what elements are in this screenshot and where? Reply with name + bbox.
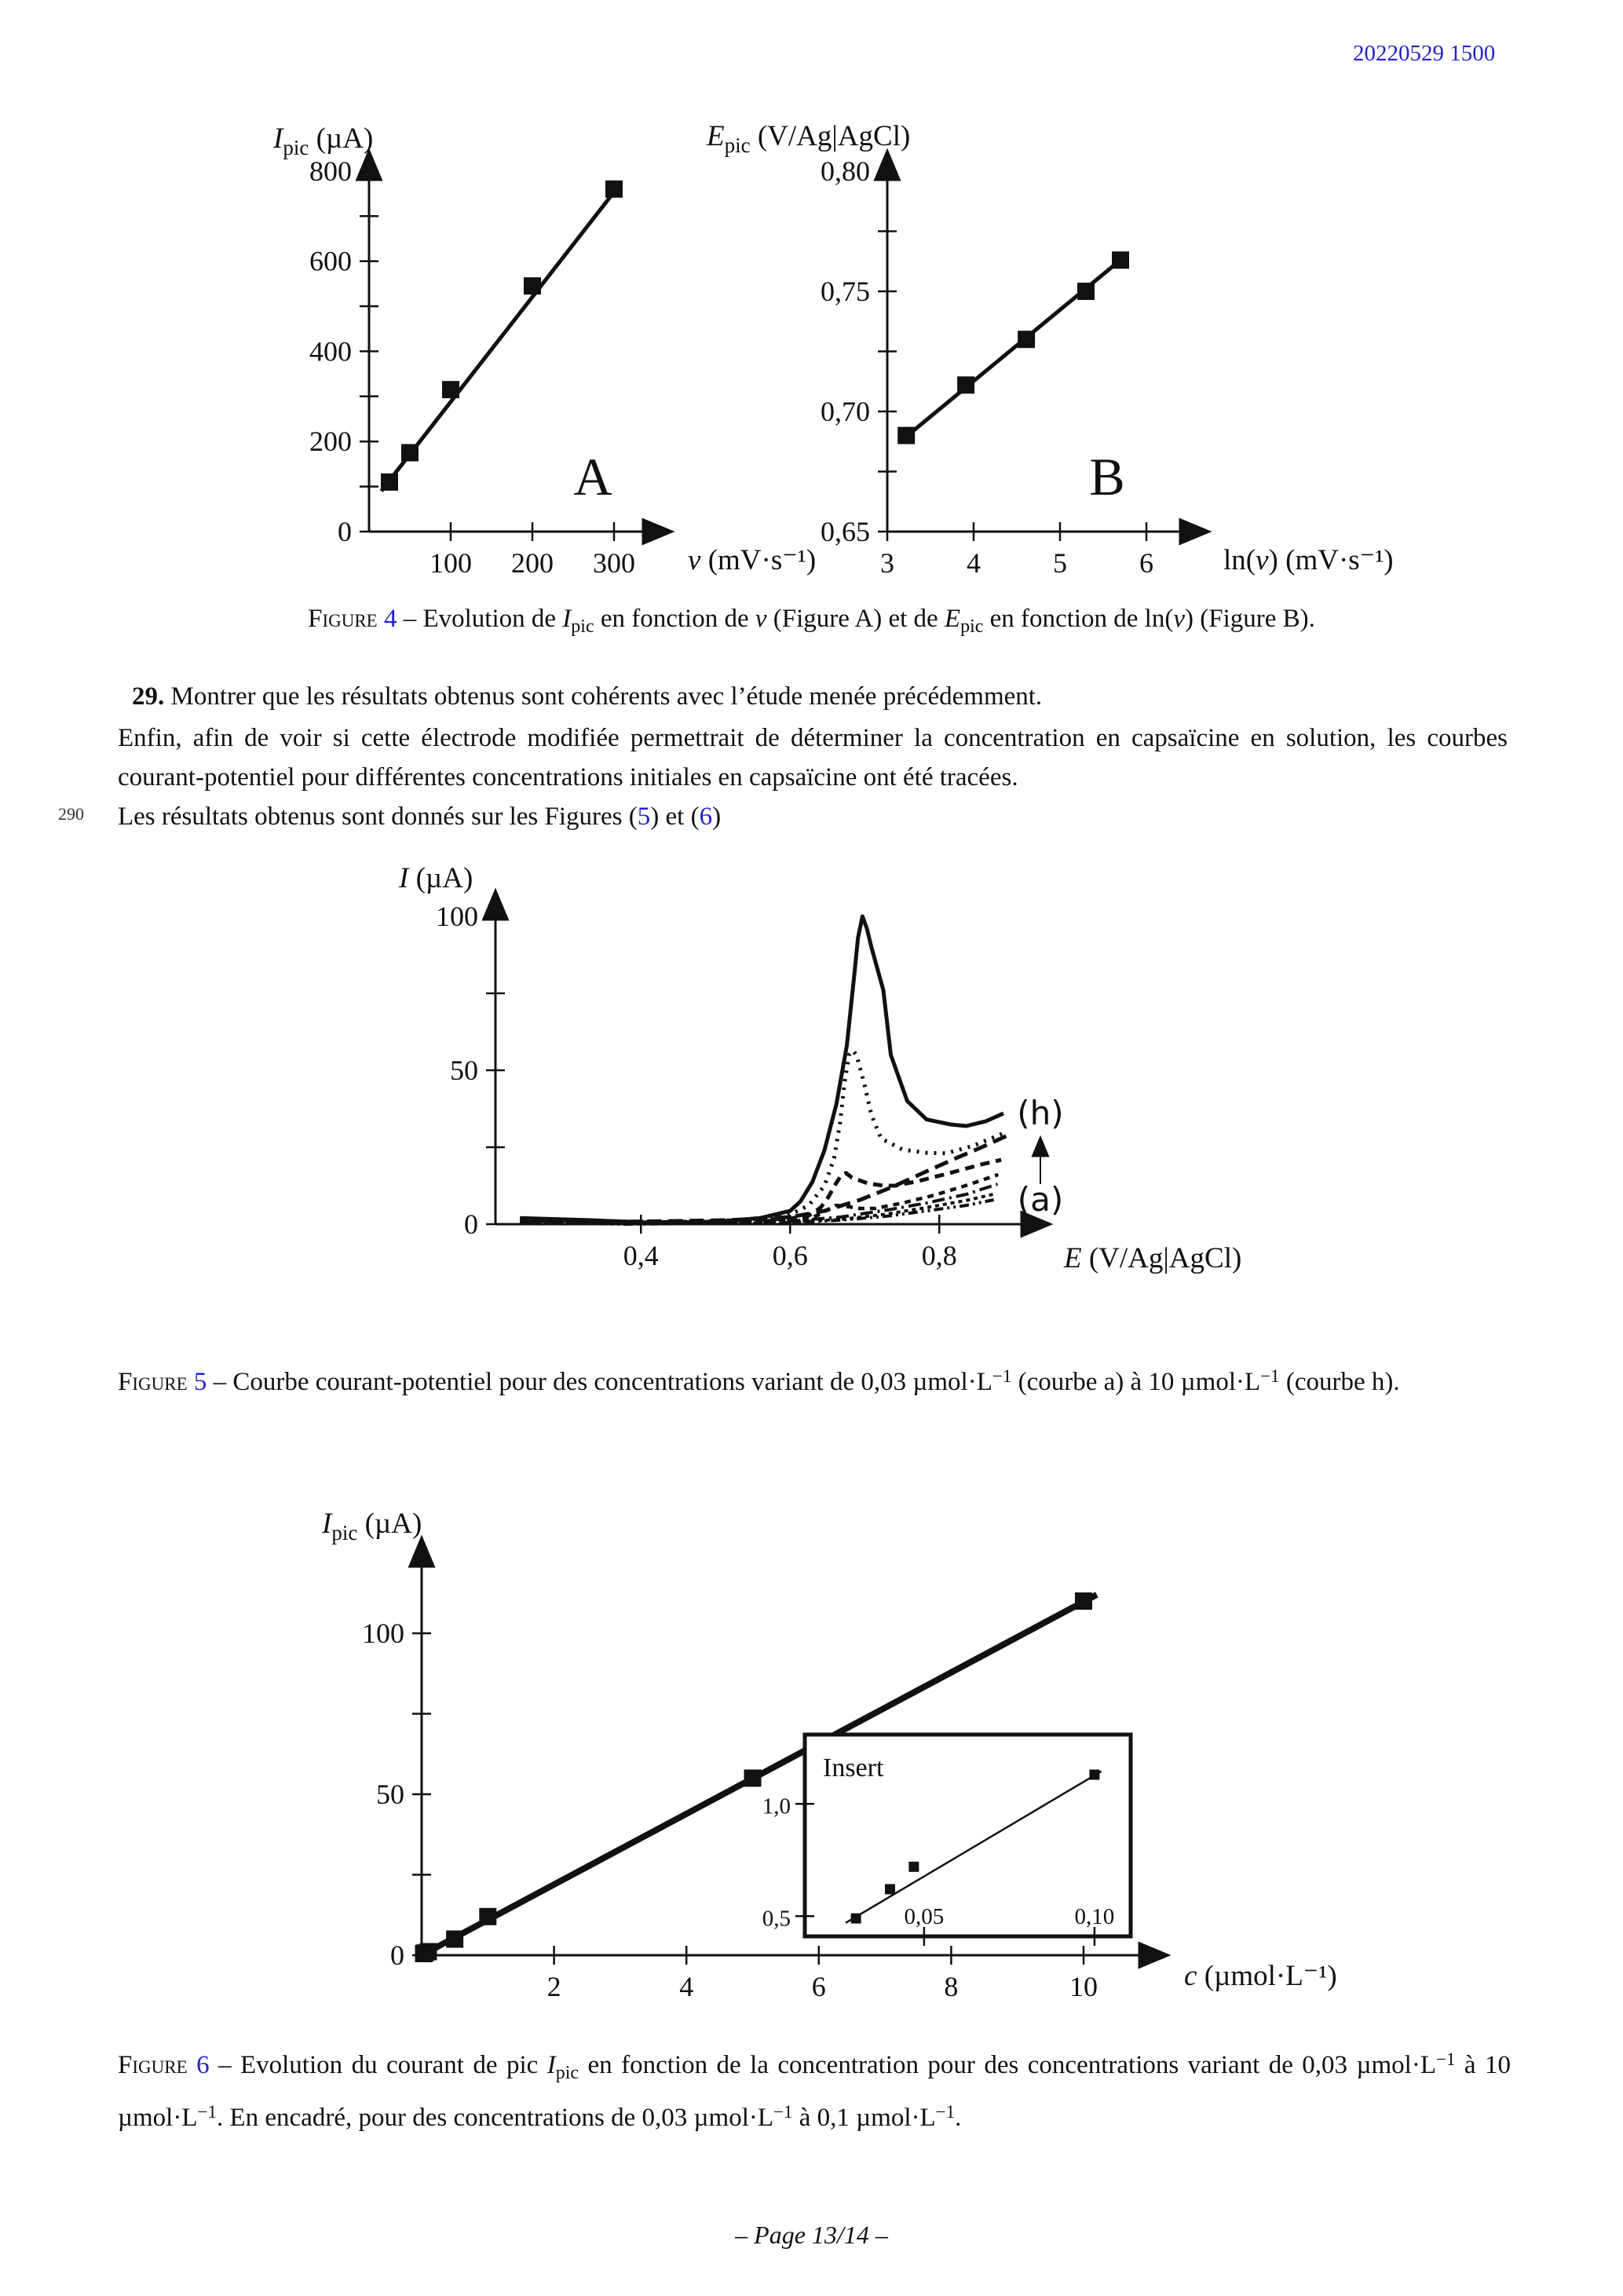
data-point: [442, 381, 459, 398]
y-tick-label: 0: [464, 1208, 478, 1240]
text-segment: – Courbe courant-potentiel pour des concentrations variant de 0,03 µmol·L: [207, 1368, 992, 1396]
text-segment: (courbe h).: [1279, 1368, 1400, 1396]
figure5-plot: [353, 848, 1264, 1343]
y-tick-label: 1,0: [762, 1793, 791, 1819]
y-tick-label: 600: [309, 245, 352, 277]
text-segment: (courbe a) à 10 µmol·L: [1011, 1368, 1261, 1396]
figure6-caption: [118, 2040, 1518, 2137]
text-segment: pic: [571, 616, 594, 637]
text-segment: −1: [1436, 2049, 1456, 2069]
x-tick-label: 3: [880, 547, 894, 579]
data-point: [744, 1770, 762, 1787]
y-tick-label: 0,5: [762, 1906, 791, 1932]
x-tick-label: 0,6: [772, 1240, 808, 1271]
x-tick-label: 6: [1139, 547, 1153, 579]
text-segment: −1: [197, 2102, 217, 2122]
text-segment: ) et (: [650, 803, 700, 831]
x-tick-label: 6: [811, 1971, 826, 2002]
x-tick-label: 0,10: [1074, 1904, 1115, 1929]
figure4-plots: [236, 102, 1398, 620]
data-point: [381, 473, 398, 491]
figA-plot-area: [309, 155, 635, 579]
data-point: [1089, 1770, 1099, 1780]
data-point: [605, 181, 623, 198]
text-segment: à 0,1 µmol·L: [792, 2104, 936, 2132]
figure-link[interactable]: 4: [383, 605, 397, 633]
figure4-caption: [0, 599, 1623, 646]
text-segment: .: [955, 2104, 962, 2132]
data-point: [908, 1862, 919, 1872]
x-tick-label: 8: [944, 1971, 959, 2002]
figB-plot-area: [821, 155, 1153, 579]
data-point: [885, 1884, 895, 1894]
figure5-caption: [118, 1357, 1511, 1402]
text-segment: ): [712, 803, 722, 831]
fig5-curve-a-label: (a): [1017, 1180, 1064, 1219]
text-segment: en fonction de la concentration pour des concentrations variant de 0,03 µmol·L: [579, 2051, 1436, 2079]
text-segment: à 10 µmol·L: [118, 2051, 1518, 2132]
y-tick-label: 50: [376, 1779, 404, 1810]
fig5-curve-h-label: (h): [1017, 1094, 1064, 1132]
y-tick-label: 0: [390, 1940, 404, 1971]
text-segment: I: [562, 605, 572, 633]
text-segment: E: [944, 605, 961, 633]
y-tick-label: 0: [338, 516, 352, 547]
text-segment: Figure: [118, 2051, 197, 2079]
data-point: [1018, 331, 1035, 348]
text-segment: pic: [960, 616, 984, 637]
y-tick-label: 100: [436, 901, 478, 932]
y-tick-label: 50: [450, 1055, 478, 1086]
text-segment: Enfin, afin de voir si cette électrode modifiée permettrait de déterminer la concentration en capsaïcine en solution, les courbes courant-potentiel pour différentes concentrations initiales en capsaïcine ont été tracées.: [118, 724, 1515, 792]
fig6-x-axis-label: c (µmol·L⁻¹): [1184, 1960, 1337, 1992]
figB-title: B: [1089, 447, 1125, 506]
x-tick-label: 2: [546, 1971, 561, 2002]
data-point: [524, 277, 541, 294]
y-tick-label: 0,80: [821, 155, 870, 187]
data-point: [1112, 251, 1129, 269]
text-segment: en fonction de: [594, 605, 755, 633]
text-segment: v: [755, 605, 767, 633]
figure6-plot: [259, 1492, 1374, 2049]
x-tick-label: 0,8: [921, 1240, 957, 1271]
text-segment: −1: [992, 1366, 1012, 1386]
text-segment: . En encadré, pour des concentrations de 0,03 µmol·L: [216, 2104, 774, 2132]
figA-x-axis-label: v (mV·s⁻¹): [688, 544, 817, 576]
x-tick-label: 200: [511, 547, 554, 579]
text-segment: en fonction de ln(: [983, 605, 1174, 633]
data-point: [1077, 283, 1095, 300]
data-point: [479, 1908, 496, 1925]
fig5-y-axis-label: I (µA): [399, 862, 473, 894]
data-point: [957, 376, 974, 393]
series-curve-curve_h: [520, 916, 1003, 1223]
figB-x-axis-label: ln(v) (mV·s⁻¹): [1223, 544, 1394, 576]
data-point: [401, 444, 419, 462]
y-tick-label: 0,65: [821, 516, 870, 547]
text-segment: −1: [773, 2102, 793, 2122]
series-curve-curve_d: [520, 1175, 998, 1223]
text-segment: v: [1173, 605, 1185, 633]
series-curve-curve_e: [520, 1160, 1001, 1223]
y-tick-label: 0,75: [821, 276, 870, 307]
text-segment: ) (Figure B).: [1185, 605, 1315, 633]
y-tick-label: 0,70: [821, 396, 870, 427]
figure-link[interactable]: 5: [637, 803, 651, 831]
x-tick-label: 300: [593, 547, 635, 579]
header-timestamp: 20220529 1500: [1353, 41, 1496, 66]
fig5-x-axis-label: E (V/Ag|AgCl): [1064, 1242, 1242, 1274]
x-tick-label: 0,4: [623, 1240, 659, 1271]
text-segment: I: [546, 2051, 556, 2079]
data-point: [851, 1914, 861, 1924]
text-segment: 29.: [132, 682, 165, 711]
text-segment: Figure: [118, 1368, 194, 1396]
figure-link[interactable]: 6: [699, 803, 713, 831]
figure-link[interactable]: 6: [196, 2051, 210, 2079]
x-tick-label: 0,05: [904, 1904, 945, 1929]
text-segment: pic: [555, 2063, 579, 2083]
text-segment: – Evolution du courant de pic: [209, 2051, 547, 2079]
text-segment: Les résultats obtenus sont donnés sur les Figures (: [118, 803, 638, 831]
x-tick-label: 4: [967, 547, 981, 579]
y-tick-label: 100: [362, 1618, 404, 1649]
figA-y-axis-label: $I_{pic}$ (µA): [273, 122, 374, 159]
page-footer: – Page 13/14 –: [735, 2221, 888, 2249]
margin-line-number: 290: [58, 804, 84, 824]
data-point: [1075, 1592, 1092, 1610]
data-point: [446, 1931, 463, 1948]
text-segment: Montrer que les résultats obtenus sont cohérents avec l’étude menée précédemment.: [164, 682, 1043, 711]
figure-link[interactable]: 5: [193, 1368, 207, 1396]
data-point: [897, 427, 915, 444]
text-segment: (Figure A) et de: [766, 605, 945, 633]
figA-title: A: [573, 447, 612, 506]
fig6-insert-title: Insert: [823, 1753, 884, 1782]
y-tick-label: 800: [309, 155, 352, 187]
y-tick-label: 400: [309, 335, 352, 367]
y-tick-label: 200: [309, 426, 352, 458]
text-segment: −1: [935, 2102, 956, 2122]
figB-y-axis-label: $E_{pic}$ (V/Ag|AgCl): [707, 120, 911, 157]
text-segment: −1: [1260, 1366, 1280, 1386]
question-29: [118, 677, 1522, 716]
text-segment: – Evolution de: [397, 605, 563, 633]
fig5-plot-area: [436, 901, 1010, 1271]
x-tick-label: 4: [679, 1971, 694, 2002]
body-paragraph: [118, 718, 1515, 797]
x-tick-label: 10: [1069, 1971, 1098, 2002]
data-point: [419, 1943, 437, 1960]
x-tick-label: 5: [1053, 547, 1067, 579]
text-segment: Figure: [308, 605, 384, 633]
body-paragraph-line3: [118, 797, 1508, 836]
x-tick-label: 100: [430, 547, 472, 579]
fig6-y-axis-label: $I_{pic}$ (µA): [322, 1508, 422, 1545]
